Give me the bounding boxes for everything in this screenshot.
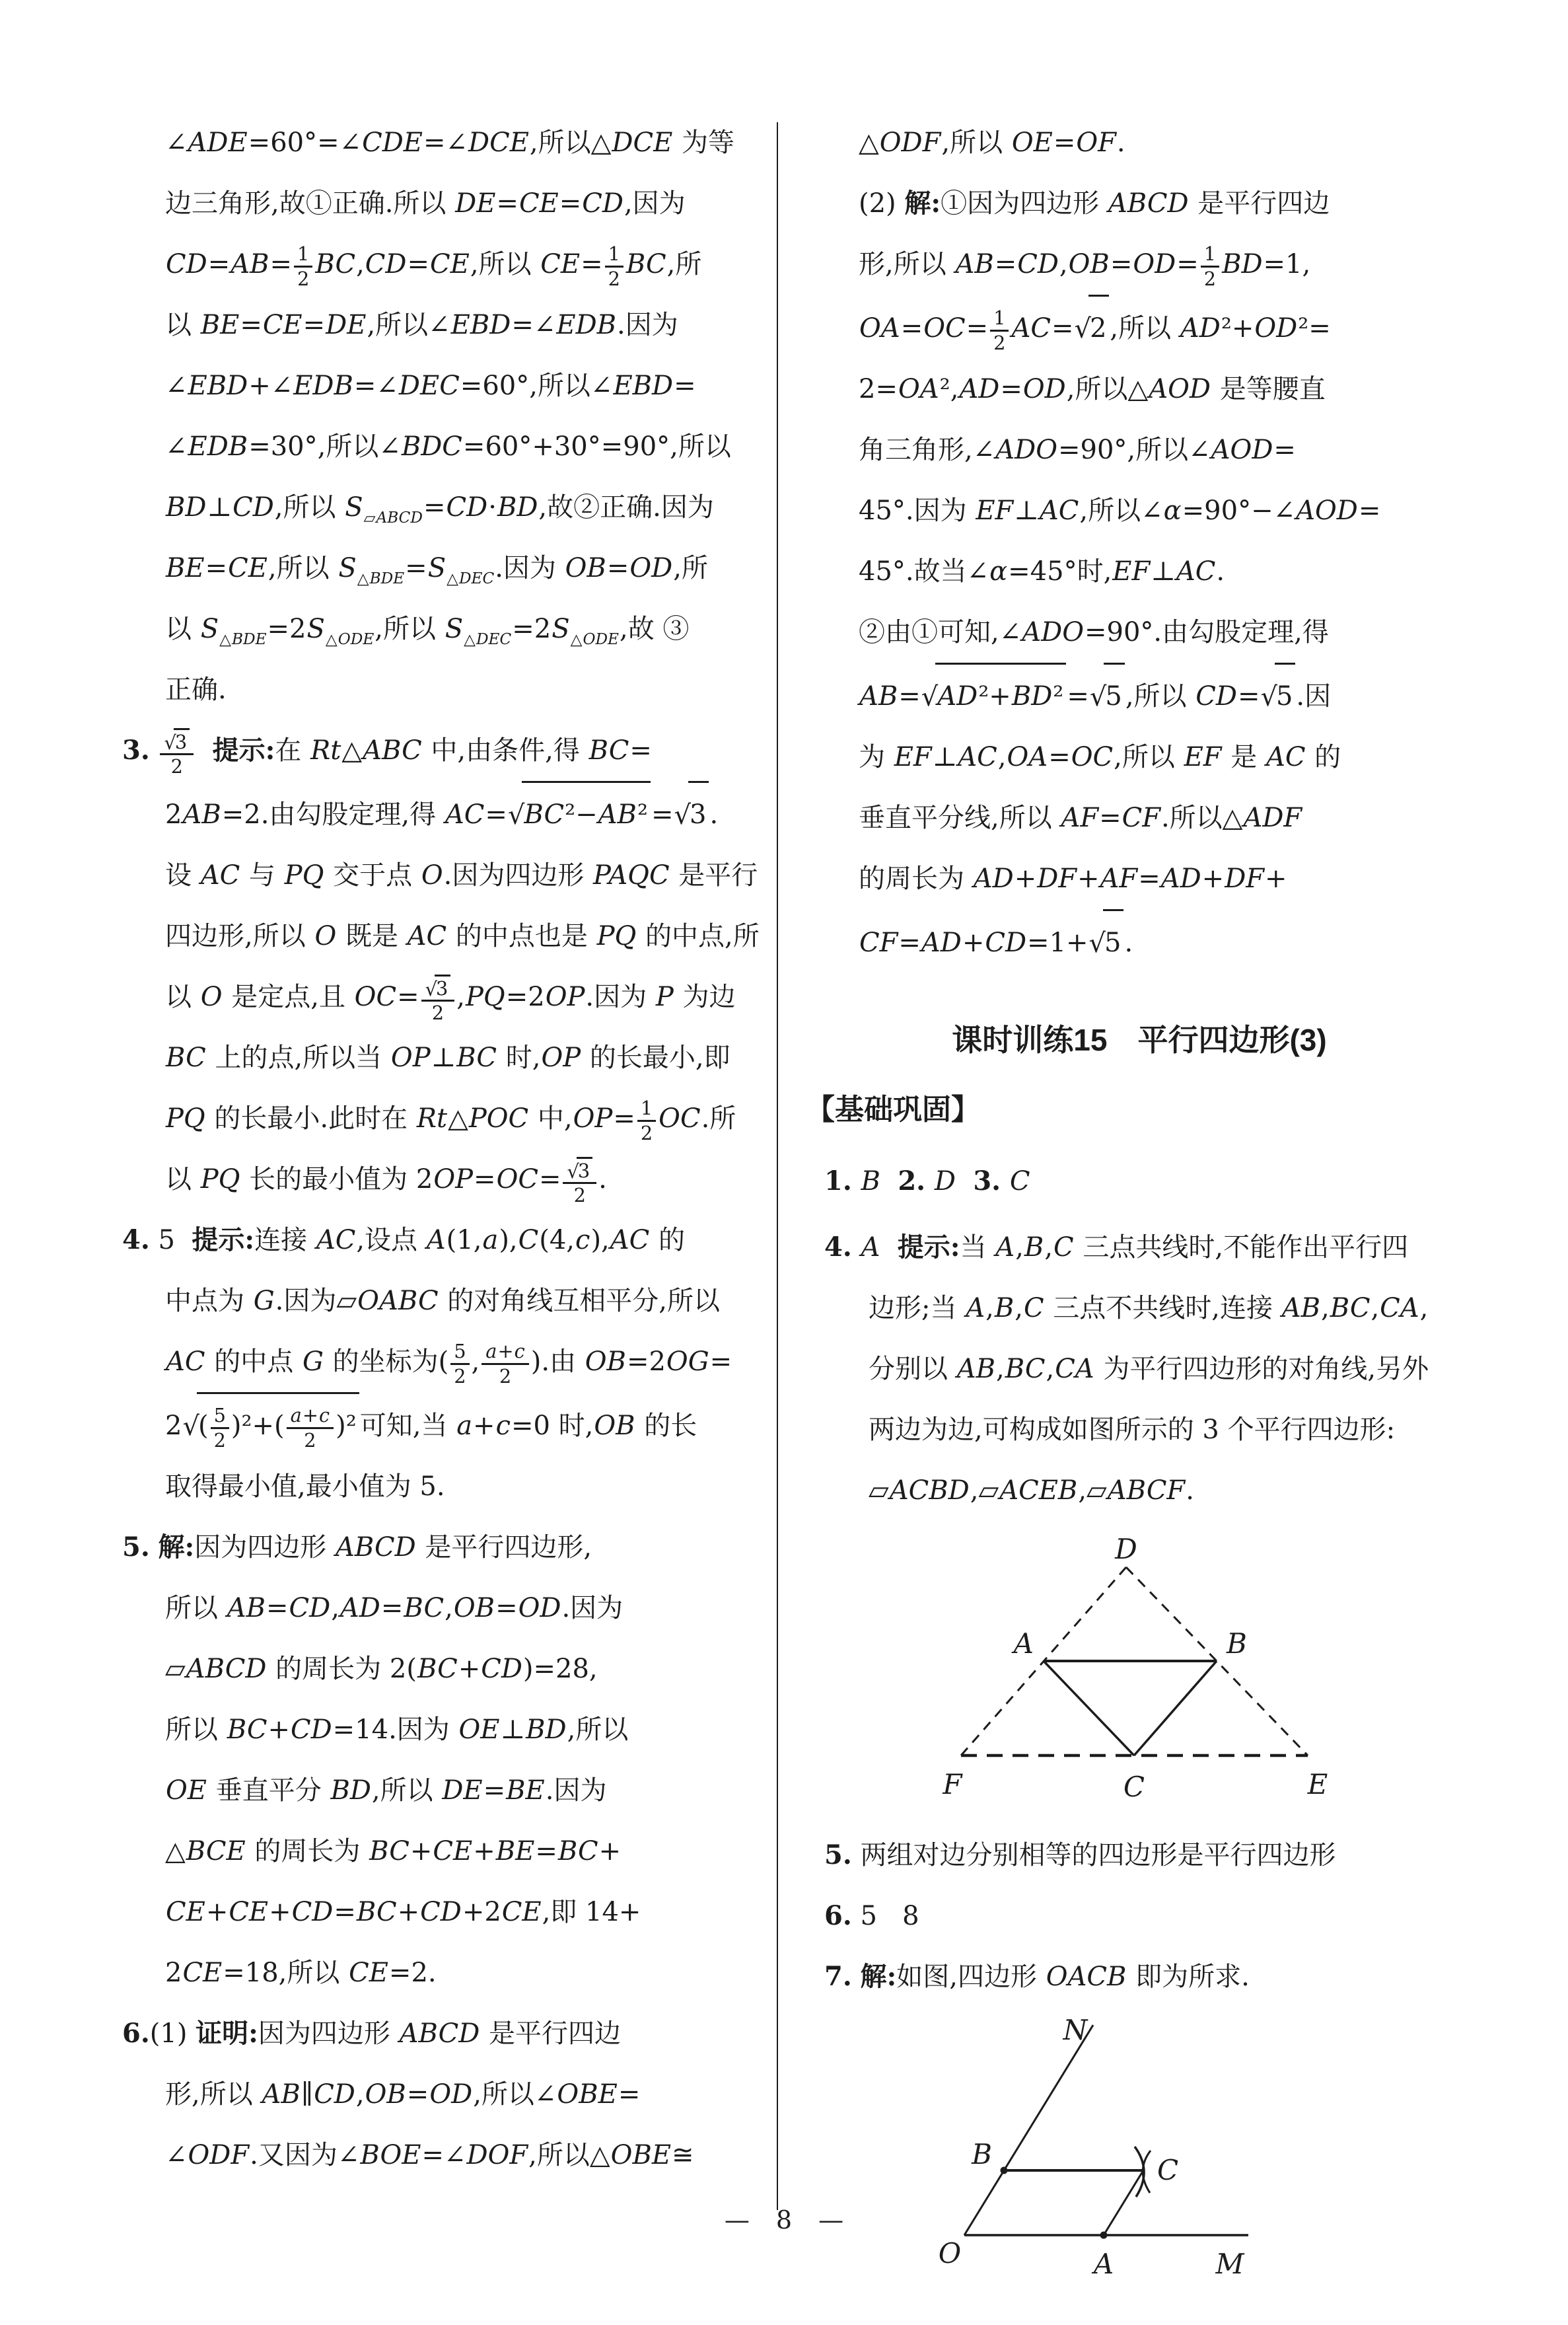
column-divider (777, 122, 778, 2210)
text-line: △ODF,所以 OE=OF. (859, 128, 1125, 158)
text-line: CD=AB= $\frac{1}{2}$ BC,CD=CE,所以 CE= $\frac{1}{2}$ BC,所 (166, 242, 702, 290)
text-line: CE+CE+CD=BC+CD+2CE,即 14+ (166, 1897, 641, 1927)
radical: √3 (164, 728, 190, 753)
text-line: OE 垂直平分 BD,所以 DE=BE.因为 (166, 1775, 607, 1806)
text-line: 分别以 AB,BC,CA 为平行四边形的对角线,另外 (869, 1354, 1429, 1384)
items-5-6-7 (824, 1825, 1420, 2007)
origin-label-O: O (938, 2237, 962, 2270)
text-line: 形,所以 AB∥CD,OB=OD,所以∠OBE= (165, 2079, 641, 2110)
text-line: ∠EBD+∠EDB=∠DEC=60°,所以∠EBD= (165, 371, 696, 401)
text-line: BC 上的点,所以当 OP⊥BC 时,OP 的长最小,即 (166, 1043, 731, 1073)
text-line: 2√( $\frac{5}{2}$ )²+( $\frac{a+c}{2}$ )² 可知,当 a+c=0 时,OB 的长 (165, 1392, 753, 1456)
text-line: 2AB=2.由勾股定理,得 AC=√BC²−AB² =√3 . (165, 781, 753, 845)
point-label-C: C (1157, 2154, 1179, 2186)
fraction: $\frac{√3}{2}$ (563, 1157, 596, 1206)
solid-side-BC (1134, 1661, 1217, 1755)
section-header: 课时训练15 平行四边形(3) (952, 1023, 1327, 1057)
ray-ON (964, 2025, 1093, 2235)
text-line: 取得最小值,最小值为 5. (165, 1471, 445, 1502)
text-line: CF=AD+CD=1+√5 . (859, 909, 1420, 973)
radical: √AD²+BD² (921, 663, 1067, 727)
subsection-header: 【基础巩固】 (806, 1093, 980, 1126)
fraction: $\frac{1}{2}$ (990, 307, 1009, 353)
text-line: BE=CE,所以 $S_{\triangle BDE}=S_{\triangle DEC}$.因为 OB=OD,所 (166, 553, 708, 588)
fraction: $\frac{a+c}{2}$ (287, 1405, 334, 1451)
radical: √2 (1074, 295, 1109, 359)
fraction: $\frac{1}{2}$ (1201, 243, 1219, 289)
point-B-dot (1001, 2167, 1008, 2174)
radical: √BC²−AB² (508, 781, 651, 845)
text-line: 四边形,所以 O 既是 AC 的中点也是 PQ 的中点,所 (165, 921, 760, 951)
text-line: 所以 BC+CD=14.因为 OE⊥BD,所以 (165, 1715, 629, 1745)
fraction: $\frac{5}{2}$ (211, 1405, 229, 1451)
text-line: 45°.故当∠α=45°时,EF⊥AC. (859, 556, 1225, 587)
fraction: $\frac{a+c}{2}$ (481, 1341, 528, 1387)
page-number-text: — 8 — (724, 2205, 844, 2234)
radical: √3 (425, 975, 451, 999)
vertex-label-C: C (1123, 1771, 1145, 1802)
text-line: 以 BE=CE=DE,所以∠EBD=∠EDB.因为 (165, 310, 678, 340)
ray-label-M: M (1215, 2248, 1244, 2280)
item4-solution (824, 1217, 1429, 1521)
text-line: ▱ABCD 的周长为 2(BC+CD)=28, (165, 1654, 598, 1684)
text-line: ▱ACBD,▱ACEB,▱ABCF. (869, 1475, 1194, 1506)
text-line: AC 的中点 G 的坐标为( $\frac{5}{2}$ , $\frac{a+c}{2}$ ).由 OB=2OG= (166, 1340, 732, 1387)
text-line: 正确. (165, 675, 227, 705)
text-line: 2CE=18,所以 CE=2. (165, 1958, 437, 1988)
text-line: AB=√AD²+BD² =√5 ,所以 CD=√5 .因 (859, 663, 1420, 727)
text-line: 5. 解:因为四边形 ABCD 是平行四边形, (122, 1532, 592, 1563)
point-label-A: A (1093, 2248, 1114, 2280)
fraction: $\frac{√3}{2}$ (160, 728, 194, 778)
text-line: 45°.因为 EF⊥AC,所以∠α=90°−∠AOD= (859, 496, 1381, 526)
text-line: △BCE 的周长为 BC+CE+BE=BC+ (165, 1836, 622, 1866)
vertex-label-E: E (1307, 1768, 1328, 1800)
text-line: (2) 解:①因为四边形 ABCD 是平行四边 (859, 188, 1330, 219)
text-line: 3. $\frac{√3}{2}$ 提示:在 Rt△ABC 中,由条件,得 BC= (122, 720, 753, 781)
text-line: 5. 两组对边分别相等的四边形是平行四边形 (824, 1839, 1336, 1870)
text-line: PQ 的长最小.此时在 Rt△POC 中,OP= $\frac{1}{2}$ OC.所 (166, 1097, 736, 1144)
text-line: 6. 5 8 (824, 1900, 919, 1931)
text-line: 边形;当 A,B,C 三点不共线时,连接 AB,BC,CA, (869, 1293, 1429, 1323)
radical: √5 (1089, 909, 1124, 973)
radical: √3 (567, 1157, 592, 1181)
radical: √5 (1260, 663, 1295, 727)
parallelogram-construction-diagram-1 (898, 1537, 1361, 1802)
text-line: 中点为 G.因为▱OABC 的对角线互相平分,所以 (165, 1286, 721, 1316)
text-line: 形,所以 AB=CD,OB=OD= $\frac{1}{2}$ BD=1, (859, 242, 1311, 290)
fraction: $\frac{1}{2}$ (637, 1097, 656, 1144)
ray-label-N: N (1063, 2017, 1088, 2046)
text-line: ②由①可知,∠ADO=90°.由勾股定理,得 (859, 617, 1329, 647)
text-line: 垂直平分线,所以 AF=CF.所以△ADF (859, 803, 1302, 833)
page-number (0, 2205, 1568, 2234)
text-line: 为 EF⊥AC,OA=OC,所以 EF 是 AC 的 (859, 742, 1341, 772)
text-line: ∠ADE=60°=∠CDE=∠DCE,所以△DCE 为等 (165, 128, 734, 158)
text-line: ∠EDB=30°,所以∠BDC=60°+30°=90°,所以 (165, 431, 731, 462)
text-line: 角三角形,∠ADO=90°,所以∠AOD= (859, 435, 1296, 465)
text-line: 4. 5 提示:连接 AC,设点 A(1,a),C(4,c),AC 的 (122, 1224, 685, 1255)
text-line: 4. A 提示:当 A,B,C 三点共线时,不能作出平行四 (824, 1232, 1409, 1263)
radical: √3 (674, 781, 709, 845)
text-line: 边三角形,故①正确.所以 DE=CE=CD,因为 (165, 188, 686, 219)
fraction: $\frac{1}{2}$ (605, 243, 624, 289)
text-line: 6.(1) 证明:因为四边形 ABCD 是平行四边 (122, 2018, 622, 2049)
text-line: 7. 解:如图,四边形 OACB 即为所求. (824, 1961, 1250, 1992)
vertex-label-D: D (1115, 1537, 1137, 1565)
solid-side-AC (1044, 1661, 1134, 1755)
text-line: 以 $S_{\triangle BDE}=2S_{\triangle ODE}$,所以 $S_{\triangle DEC}=2S_{\triangle ODE}$,故 ③ (165, 614, 690, 649)
fraction: $\frac{√3}{2}$ (421, 975, 455, 1024)
fraction: $\frac{1}{2}$ (294, 243, 312, 289)
radical: √( $\frac{5}{2}$ )²+( $\frac{a+c}{2}$ )² (182, 1392, 359, 1456)
radical: √5 (1090, 663, 1125, 727)
vertex-label-A: A (1013, 1627, 1034, 1660)
answers-1-to-3: 1. B 2. D 3. C (824, 1165, 1030, 1197)
text-line: BD⊥CD,所以 $S_{▱ABCD}=CD\cdot BD$,故②正确.因为 (166, 492, 714, 527)
left-column (122, 112, 760, 2186)
parallelogram-construction-diagram-2 (918, 2017, 1288, 2295)
text-line: 2=OA²,AD=OD,所以△AOD 是等腰直 (859, 374, 1326, 404)
right-column (806, 112, 1429, 2295)
text-line: 以 O 是定点,且 OC= $\frac{√3}{2}$ ,PQ=2OP.因为 P 为边 (165, 967, 753, 1027)
vertex-label-F: F (943, 1768, 962, 1800)
vertex-label-B: B (1227, 1627, 1247, 1660)
text-line: OA=OC= $\frac{1}{2}$ AC=√2 ,所以 AD²+OD²= (859, 295, 1420, 359)
text-line: ∠ODF.又因为∠BOE=∠DOF,所以△OBE≅ (165, 2140, 694, 2170)
text-line: 的周长为 AD+DF+AF=AD+DF+ (859, 864, 1287, 894)
text-line: 以 PQ 长的最小值为 2OP=OC= $\frac{√3}{2}$ . (165, 1149, 753, 1210)
text-line: 所以 AB=CD,AD=BC,OB=OD.因为 (165, 1593, 624, 1623)
point-label-B: B (972, 2138, 992, 2170)
text-line: 设 AC 与 PQ 交于点 O.因为四边形 PAQC 是平行 (165, 860, 758, 891)
fraction: $\frac{5}{2}$ (450, 1341, 469, 1387)
text-line: 两边为边,可构成如图所示的 3 个平行四边形: (869, 1415, 1396, 1445)
item6-part2-solution (859, 112, 1420, 973)
